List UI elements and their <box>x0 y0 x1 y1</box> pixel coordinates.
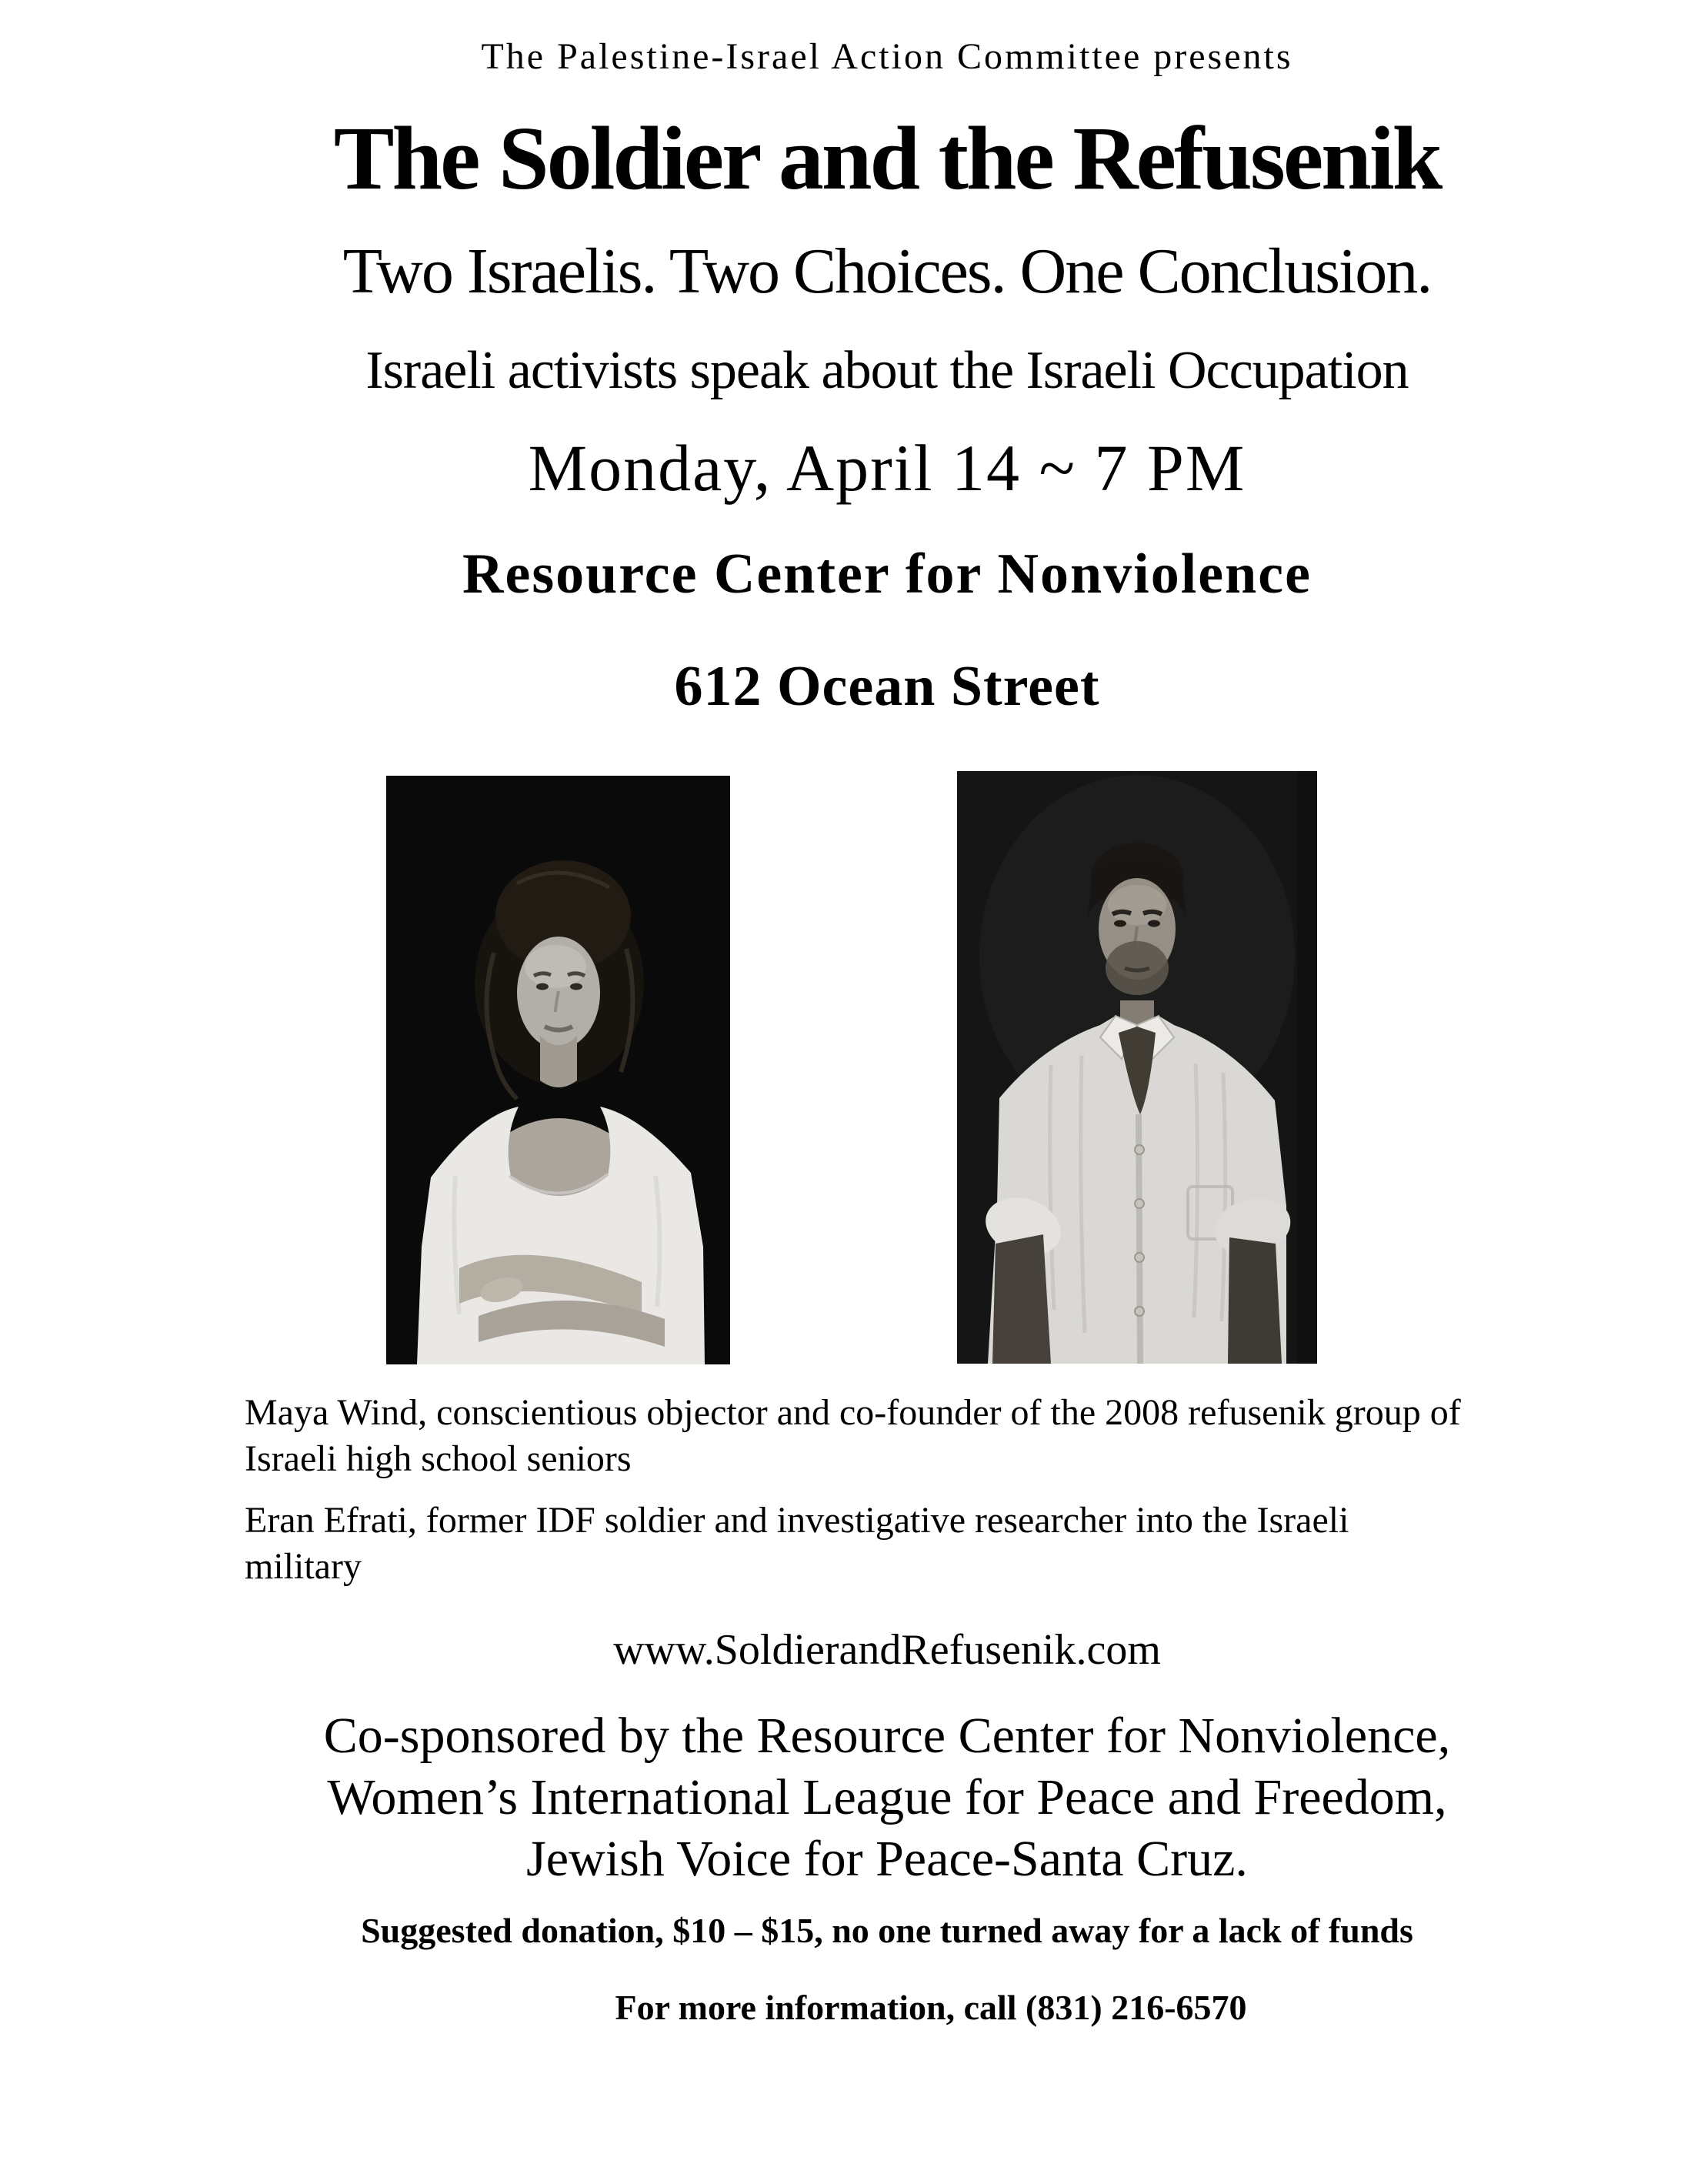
cosponsors-block <box>245 1705 1529 1890</box>
presenter-line: The Palestine-Israel Action Committee presents <box>481 36 1293 77</box>
event-tagline: Two Israelis. Two Choices. One Conclusion. <box>342 235 1432 307</box>
eran-efrati-portrait-photo <box>957 771 1317 1364</box>
speaker-bio-maya-wind <box>245 1390 1553 1482</box>
website-url: www.SoldierandRefusenik.com <box>613 1626 1161 1674</box>
event-title: The Soldier and the Refusenik <box>333 108 1441 209</box>
bio-line: Eran Efrati, former IDF soldier and investigative researcher into the Israeli <box>245 1500 1349 1541</box>
bio-line: Israeli high school seniors <box>245 1438 632 1479</box>
speaker-bio-eran-efrati <box>245 1498 1553 1590</box>
bio-line: military <box>245 1546 362 1587</box>
bio-line: Maya Wind, conscientious objector and co-founder of the 2008 refusenik group of <box>245 1392 1461 1433</box>
venue-address: 612 Ocean Street <box>674 655 1100 718</box>
contact-info-line: For more information, call (831) 216-6570 <box>615 1988 1247 2027</box>
venue-name: Resource Center for Nonviolence <box>462 543 1312 606</box>
cosponsors-line: Co-sponsored by the Resource Center for Nonviolence, <box>323 1708 1451 1764</box>
maya-wind-portrait-photo <box>386 776 730 1364</box>
cosponsors-line: Women’s International League for Peace and Freedom, <box>327 1769 1447 1825</box>
cosponsors-line: Jewish Voice for Peace-Santa Cruz. <box>526 1831 1248 1887</box>
donation-line: Suggested donation, $10 – $15, no one turned away for a lack of funds <box>361 1911 1413 1950</box>
event-subtitle: Israeli activists speak about the Israeli Occupation <box>365 341 1409 400</box>
event-datetime: Monday, April 14 ~ 7 PM <box>528 431 1246 505</box>
